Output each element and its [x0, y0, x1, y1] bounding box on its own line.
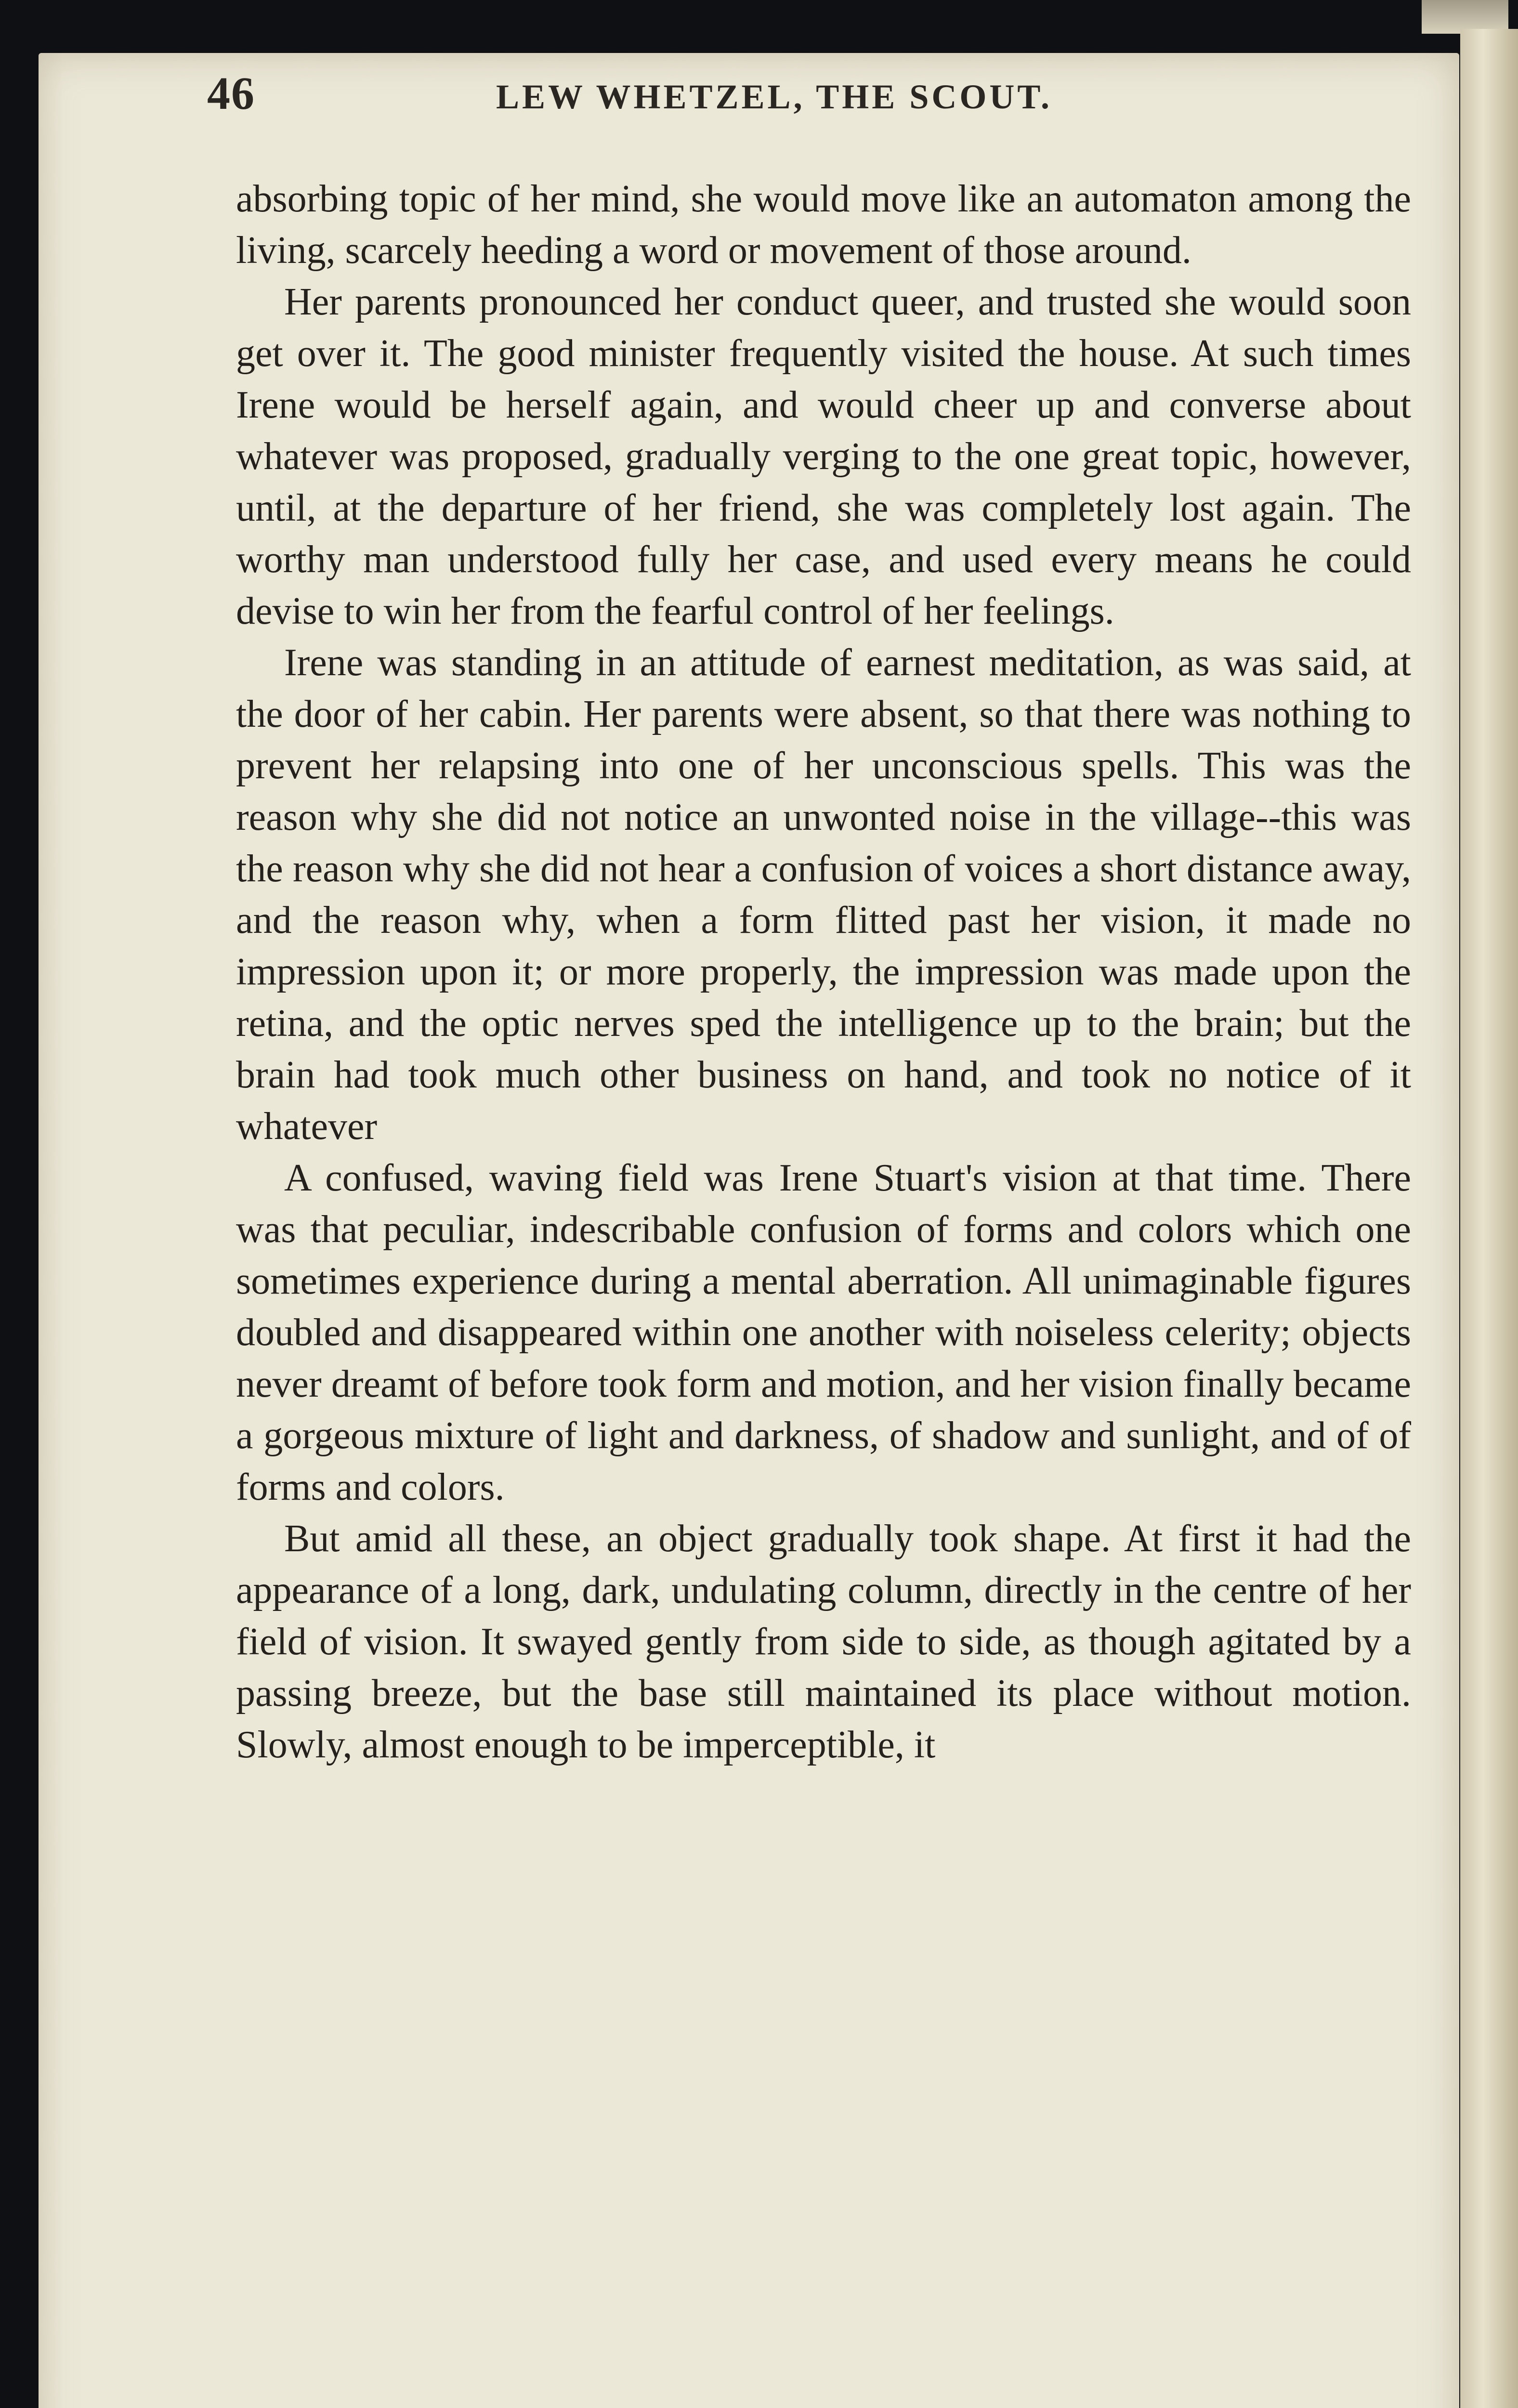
paragraph: A confused, waving field was Irene Stuart's vision at that time. There was that peculiar, indescribable confusion of forms and colors which one sometimes experience during a mental aberration. All unimaginable figures doubled and disappeared within one another with noiseless celerity; objects never dreamt of before took form and motion, and her vision finally became a gorgeous mixture of light and darkness, of shadow and sunlight, and of of forms and colors. [236, 1157, 1411, 1508]
book-page-edges [1460, 29, 1518, 2408]
paragraph: But amid all these, an object gradually took shape. At first it had the appearance of a long, dark, undulating column, directly in the centre of her field of vision. It swayed gently from side to side, as though agitated by a passing breeze, but the base still maintained its place without motion. Slowly, almost enough to be imperceptible, it [236, 1518, 1411, 1766]
running-title: LEW WHETZEL, THE SCOUT. [496, 78, 1053, 116]
body-text [236, 173, 1411, 1771]
page-number: 46 [207, 67, 255, 119]
paragraph: Her parents pronounced her conduct queer, and trusted she would soon get over it. The good minister frequently visited the house. At such times Irene would be herself again, and would cheer up and converse about whatever was proposed, gradually verging to the one great topic, however, until, at the departure of her friend, she was completely lost again. The worthy man understood fully her case, and used every means he could devise to win her from the fearful control of her feelings. [236, 281, 1411, 632]
paragraph: Irene was standing in an attitude of earnest meditation, as was said, at the door of her cabin. Her parents were absent, so that there was nothing to prevent her relapsing into one of her unconscious spells. This was the reason why she did not notice an unwonted noise in the village--this was the reason why she did not hear a confusion of voices a short distance away, and the reason why, when a form flitted past her vision, it made no impression upon it; or more properly, the impression was made upon the retina, and the optic nerves sped the intelligence up to the brain; but the brain had took much other business on hand, and took no notice of it whatever [236, 641, 1411, 1148]
paragraph: absorbing topic of her mind, she would move like an automaton among the living, scarcely heeding a word or movement of those around. [236, 178, 1411, 272]
page-header [207, 66, 1459, 134]
